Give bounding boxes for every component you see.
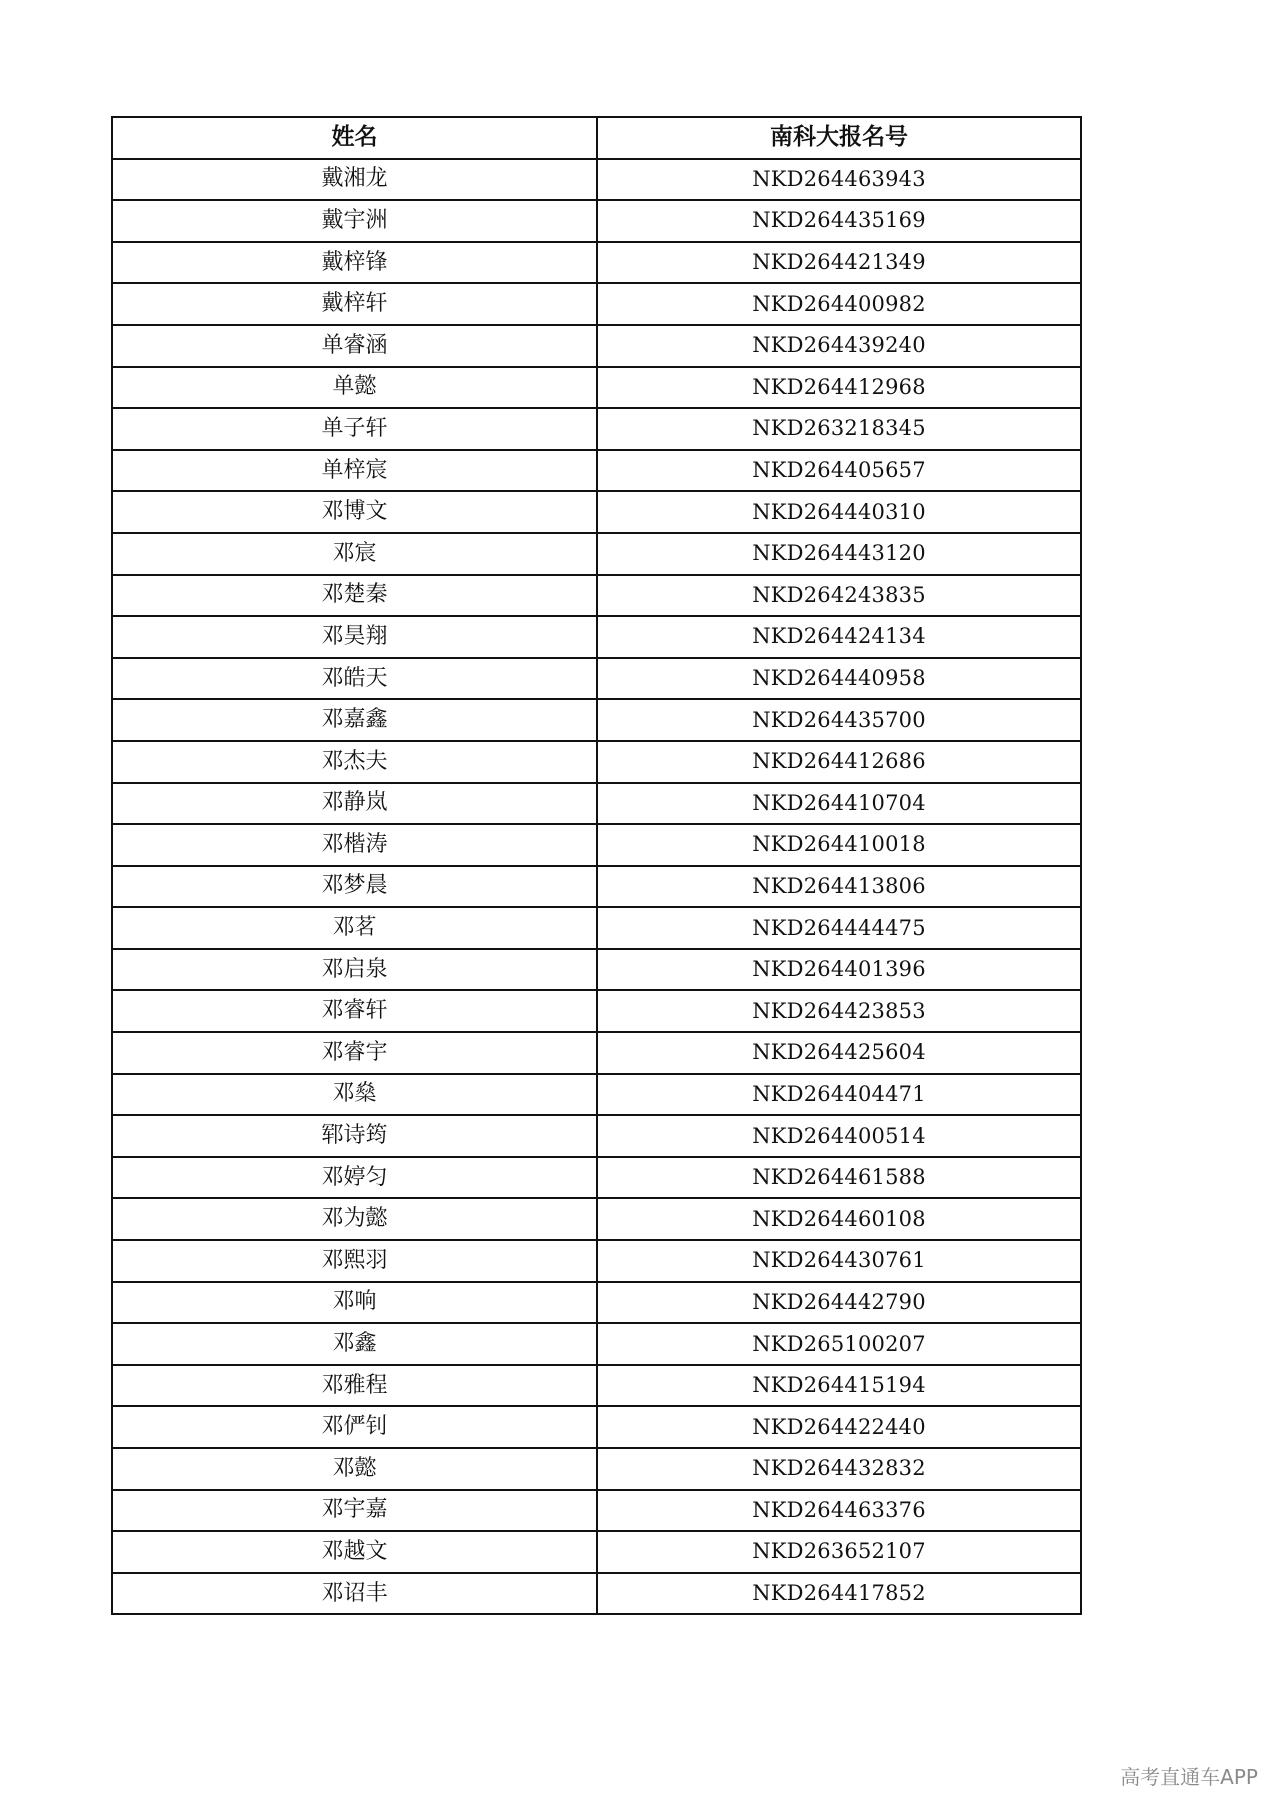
- student-name-cell: 邓博文: [112, 491, 597, 533]
- student-name-cell: 单睿涵: [112, 325, 597, 367]
- table-row: [112, 1074, 1081, 1116]
- registration-number-cell: NKD264415194: [597, 1365, 1081, 1407]
- student-name-cell: 邓昊翔: [112, 616, 597, 658]
- table-row: [112, 1448, 1081, 1490]
- registration-number-cell: NKD264435169: [597, 200, 1081, 242]
- table-row: [112, 699, 1081, 741]
- student-name-cell: 邓燊: [112, 1074, 597, 1116]
- table-row: [112, 658, 1081, 700]
- student-name-cell: 邓越文: [112, 1531, 597, 1573]
- student-name-cell: 邓静岚: [112, 783, 597, 825]
- registration-number-cell: NKD264410018: [597, 824, 1081, 866]
- table-row: [112, 783, 1081, 825]
- student-name-cell: 单子轩: [112, 408, 597, 450]
- student-name-cell: 邓睿宇: [112, 1032, 597, 1074]
- registration-number-cell: NKD264413806: [597, 866, 1081, 908]
- column-header-registration-number: 南科大报名号: [597, 117, 1081, 159]
- registration-number-cell: NKD264463376: [597, 1490, 1081, 1532]
- registration-number-cell: NKD264460108: [597, 1198, 1081, 1240]
- registration-number-cell: NKD264422440: [597, 1406, 1081, 1448]
- student-name-cell: 邓嘉鑫: [112, 699, 597, 741]
- table-row: [112, 1240, 1081, 1282]
- registration-number-cell: NKD263652107: [597, 1531, 1081, 1573]
- table-row: [112, 283, 1081, 325]
- table-row: [112, 949, 1081, 991]
- table-row: [112, 533, 1081, 575]
- table-row: [112, 1323, 1081, 1365]
- student-name-cell: 邓杰夫: [112, 741, 597, 783]
- registration-number-cell: NKD264243835: [597, 575, 1081, 617]
- registration-number-cell: NKD264417852: [597, 1573, 1081, 1615]
- table-row: [112, 1032, 1081, 1074]
- student-name-cell: 邓宸: [112, 533, 597, 575]
- table-row: [112, 907, 1081, 949]
- student-name-cell: 邓启泉: [112, 949, 597, 991]
- registration-number-cell: NKD264440310: [597, 491, 1081, 533]
- registration-number-cell: NKD264401396: [597, 949, 1081, 991]
- student-name-cell: 邓梦晨: [112, 866, 597, 908]
- registration-number-cell: NKD264405657: [597, 450, 1081, 492]
- registration-number-cell: NKD264425604: [597, 1032, 1081, 1074]
- registration-number-cell: NKD264430761: [597, 1240, 1081, 1282]
- registration-number-cell: NKD264443120: [597, 533, 1081, 575]
- registration-number-cell: NKD264439240: [597, 325, 1081, 367]
- table-row: [112, 242, 1081, 284]
- registration-number-cell: NKD263218345: [597, 408, 1081, 450]
- student-name-cell: 邓楚秦: [112, 575, 597, 617]
- student-name-cell: 戴梓锋: [112, 242, 597, 284]
- student-name-cell: 邓响: [112, 1282, 597, 1324]
- registration-number-cell: NKD264463943: [597, 159, 1081, 201]
- student-name-cell: 戴梓轩: [112, 283, 597, 325]
- table-row: [112, 1282, 1081, 1324]
- student-name-cell: 邓诏丰: [112, 1573, 597, 1615]
- registration-number-cell: NKD264410704: [597, 783, 1081, 825]
- student-name-cell: 单梓宸: [112, 450, 597, 492]
- registration-number-cell: NKD264442790: [597, 1282, 1081, 1324]
- table-row: [112, 741, 1081, 783]
- student-name-cell: 邓宇嘉: [112, 1490, 597, 1532]
- table-row: [112, 990, 1081, 1032]
- table-row: [112, 1115, 1081, 1157]
- registration-number-cell: NKD264424134: [597, 616, 1081, 658]
- table-row: [112, 824, 1081, 866]
- registration-number-cell: NKD264444475: [597, 907, 1081, 949]
- table-row: [112, 408, 1081, 450]
- table-row: [112, 200, 1081, 242]
- table-row: [112, 1573, 1081, 1615]
- student-name-cell: 邓楷涛: [112, 824, 597, 866]
- table-body: [112, 159, 1081, 1615]
- student-name-cell: 郓诗筠: [112, 1115, 597, 1157]
- table-row: [112, 866, 1081, 908]
- table-row: [112, 1490, 1081, 1532]
- table-header-row: [112, 117, 1081, 159]
- table-row: [112, 575, 1081, 617]
- table-row: [112, 491, 1081, 533]
- registration-number-cell: NKD264423853: [597, 990, 1081, 1032]
- registration-number-cell: NKD264440958: [597, 658, 1081, 700]
- registration-number-cell: NKD264432832: [597, 1448, 1081, 1490]
- student-name-cell: 戴宇洲: [112, 200, 597, 242]
- table-row: [112, 450, 1081, 492]
- registration-number-cell: NKD264421349: [597, 242, 1081, 284]
- student-name-cell: 戴湘龙: [112, 159, 597, 201]
- student-name-cell: 单懿: [112, 367, 597, 409]
- student-name-cell: 邓皓天: [112, 658, 597, 700]
- registration-number-cell: NKD264461588: [597, 1157, 1081, 1199]
- table-row: [112, 367, 1081, 409]
- student-name-cell: 邓鑫: [112, 1323, 597, 1365]
- admission-table: [111, 116, 1082, 1615]
- student-name-cell: 邓熙羽: [112, 1240, 597, 1282]
- registration-number-cell: NKD264400982: [597, 283, 1081, 325]
- registration-number-cell: NKD264412968: [597, 367, 1081, 409]
- table-row: [112, 325, 1081, 367]
- student-name-cell: 邓俨钊: [112, 1406, 597, 1448]
- student-name-cell: 邓懿: [112, 1448, 597, 1490]
- registration-number-cell: NKD264400514: [597, 1115, 1081, 1157]
- table-row: [112, 159, 1081, 201]
- watermark-text: 高考直通车APP: [1120, 1765, 1258, 1789]
- table-row: [112, 1406, 1081, 1448]
- table-row: [112, 1365, 1081, 1407]
- column-header-name: 姓名: [112, 117, 597, 159]
- registration-number-cell: NKD264404471: [597, 1074, 1081, 1116]
- table-row: [112, 1198, 1081, 1240]
- registration-number-cell: NKD264435700: [597, 699, 1081, 741]
- student-name-cell: 邓婷匀: [112, 1157, 597, 1199]
- registration-number-cell: NKD265100207: [597, 1323, 1081, 1365]
- student-name-cell: 邓为懿: [112, 1198, 597, 1240]
- student-name-cell: 邓雅程: [112, 1365, 597, 1407]
- student-name-cell: 邓睿轩: [112, 990, 597, 1032]
- registration-number-cell: NKD264412686: [597, 741, 1081, 783]
- table-row: [112, 616, 1081, 658]
- table-row: [112, 1531, 1081, 1573]
- student-name-cell: 邓茗: [112, 907, 597, 949]
- table-row: [112, 1157, 1081, 1199]
